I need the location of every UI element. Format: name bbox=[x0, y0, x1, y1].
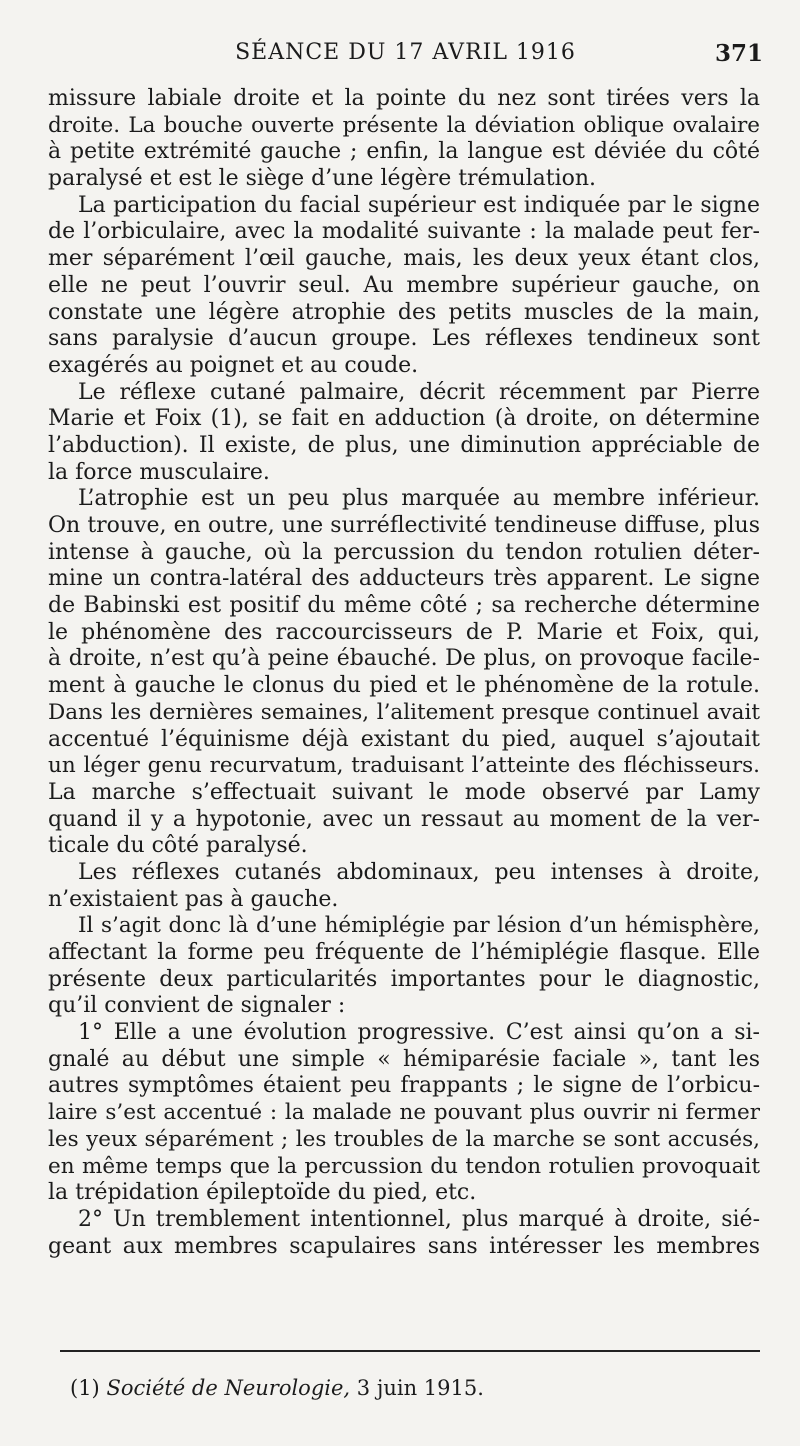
text-line: geant aux membres scapulaires sans intéresser les membres bbox=[48, 1233, 760, 1259]
text-line: Il s’agit donc là d’une hémiplégie par lésion d’un hémisphère, bbox=[78, 913, 760, 939]
running-head: SÉANCE DU 17 AVRIL 1916 bbox=[235, 40, 576, 65]
text-line: intense à gauche, où la percussion du tendon rotulien déter- bbox=[48, 539, 760, 565]
page-number: 371 bbox=[714, 40, 763, 67]
page-header bbox=[48, 40, 763, 74]
text-line: ticale du côté paralysé. bbox=[48, 833, 308, 859]
text-line: La marche s’effectuait suivant le mode observé par Lamy bbox=[48, 779, 760, 805]
text-line: l’abduction). Il existe, de plus, une diminution appréciable de bbox=[48, 432, 760, 458]
text-line: en même temps que la percussion du tendon rotulien provoquait bbox=[48, 1153, 760, 1179]
text-line: affectant la forme peu fréquente de l’hémiplégie flasque. Elle bbox=[48, 940, 760, 965]
text-line: autres symptômes étaient peu frappants ; le signe de l’orbicu- bbox=[48, 1073, 760, 1099]
footnote-date: 3 juin 1915. bbox=[356, 1376, 484, 1400]
text-line: les yeux séparément ; les troubles de la marche se sont accusés, bbox=[48, 1126, 760, 1152]
text-line: constate une légère atrophie des petits muscles de la main, bbox=[48, 299, 760, 325]
text-line: sans paralysie d’aucun groupe. Les réflexes tendineux sont bbox=[48, 326, 760, 352]
text-line: la force musculaire. bbox=[48, 459, 270, 485]
text-line: à petite extrémité gauche ; enfin, la langue est déviée du côté bbox=[48, 139, 760, 165]
text-line: de l’orbiculaire, avec la modalité suivante : la malade peut fer- bbox=[48, 219, 760, 245]
text-line: qu’il convient de signaler : bbox=[48, 993, 346, 1019]
text-line: mer séparément l’œil gauche, mais, les deux yeux étant clos, bbox=[48, 246, 760, 272]
footnote bbox=[70, 1376, 484, 1400]
text-line: Le réflexe cutané palmaire, décrit récemment par Pierre bbox=[78, 379, 760, 405]
text-line: laire s’est accentué : la malade ne pouvant plus ouvrir ni fermer bbox=[48, 1100, 760, 1126]
text-line: exagérés au poignet et au coude. bbox=[48, 352, 419, 378]
text-line: L’atrophie est un peu plus marquée au membre inférieur. bbox=[78, 486, 760, 512]
text-line: paralysé et est le siège d’une légère trémulation. bbox=[48, 166, 597, 192]
text-line: elle ne peut l’ouvrir seul. Au membre supérieur gauche, on bbox=[48, 272, 760, 298]
text-line: de Babinski est positif du même côté ; sa recherche détermine bbox=[48, 593, 760, 619]
text-line: le phénomène des raccourcisseurs de P. Marie et Foix, qui, bbox=[48, 619, 760, 645]
text-line: gnalé au début une simple « hémiparésie faciale », tant les bbox=[48, 1046, 760, 1072]
text-line: présente deux particularités importantes pour le diagnostic, bbox=[48, 966, 760, 992]
text-line: accentué l’équinisme déjà existant du pied, auquel s’ajoutait bbox=[48, 726, 760, 752]
text-line: la trépidation épileptoïde du pied, etc. bbox=[48, 1180, 477, 1206]
text-line: 1° Elle a une évolution progressive. C’est ainsi qu’on a si- bbox=[78, 1020, 760, 1046]
text-line: Les réflexes cutanés abdominaux, peu intenses à droite, bbox=[78, 859, 760, 885]
text-line: 2° Un tremblement intentionnel, plus marqué à droite, sié- bbox=[78, 1206, 760, 1232]
footnote-rule bbox=[60, 1350, 760, 1352]
text-line: à droite, n’est qu’à peine ébauché. De plus, on provoque facile- bbox=[48, 646, 760, 672]
text-line: Dans les dernières semaines, l’alitement presque continuel avait bbox=[48, 699, 760, 725]
text-line: La participation du facial supérieur est indiquée par le signe bbox=[78, 192, 760, 218]
footnote-marker: (1) bbox=[70, 1376, 100, 1400]
text-line: missure labiale droite et la pointe du nez sont tirées vers la bbox=[48, 86, 760, 111]
text-line: quand il y a hypotonie, avec un ressaut au moment de la ver- bbox=[48, 806, 760, 832]
text-line: ment à gauche le clonus du pied et le phénomène de la rotule. bbox=[48, 673, 760, 699]
text-line: un léger genu recurvatum, traduisant l’atteinte des fléchisseurs. bbox=[48, 753, 760, 779]
text-line: On trouve, en outre, une surréflectivité tendineuse diffuse, plus bbox=[48, 513, 760, 538]
text-line: n’existaient pas à gauche. bbox=[48, 886, 339, 912]
text-line: mine un contra-latéral des adducteurs très apparent. Le signe bbox=[48, 566, 760, 592]
text-line: droite. La bouche ouverte présente la déviation oblique ovalaire bbox=[48, 112, 760, 138]
footnote-journal: Société de Neurologie, bbox=[106, 1376, 351, 1400]
body-text bbox=[48, 86, 760, 1260]
text-line: Marie et Foix (1), se fait en adduction (à droite, on détermine bbox=[48, 406, 760, 432]
